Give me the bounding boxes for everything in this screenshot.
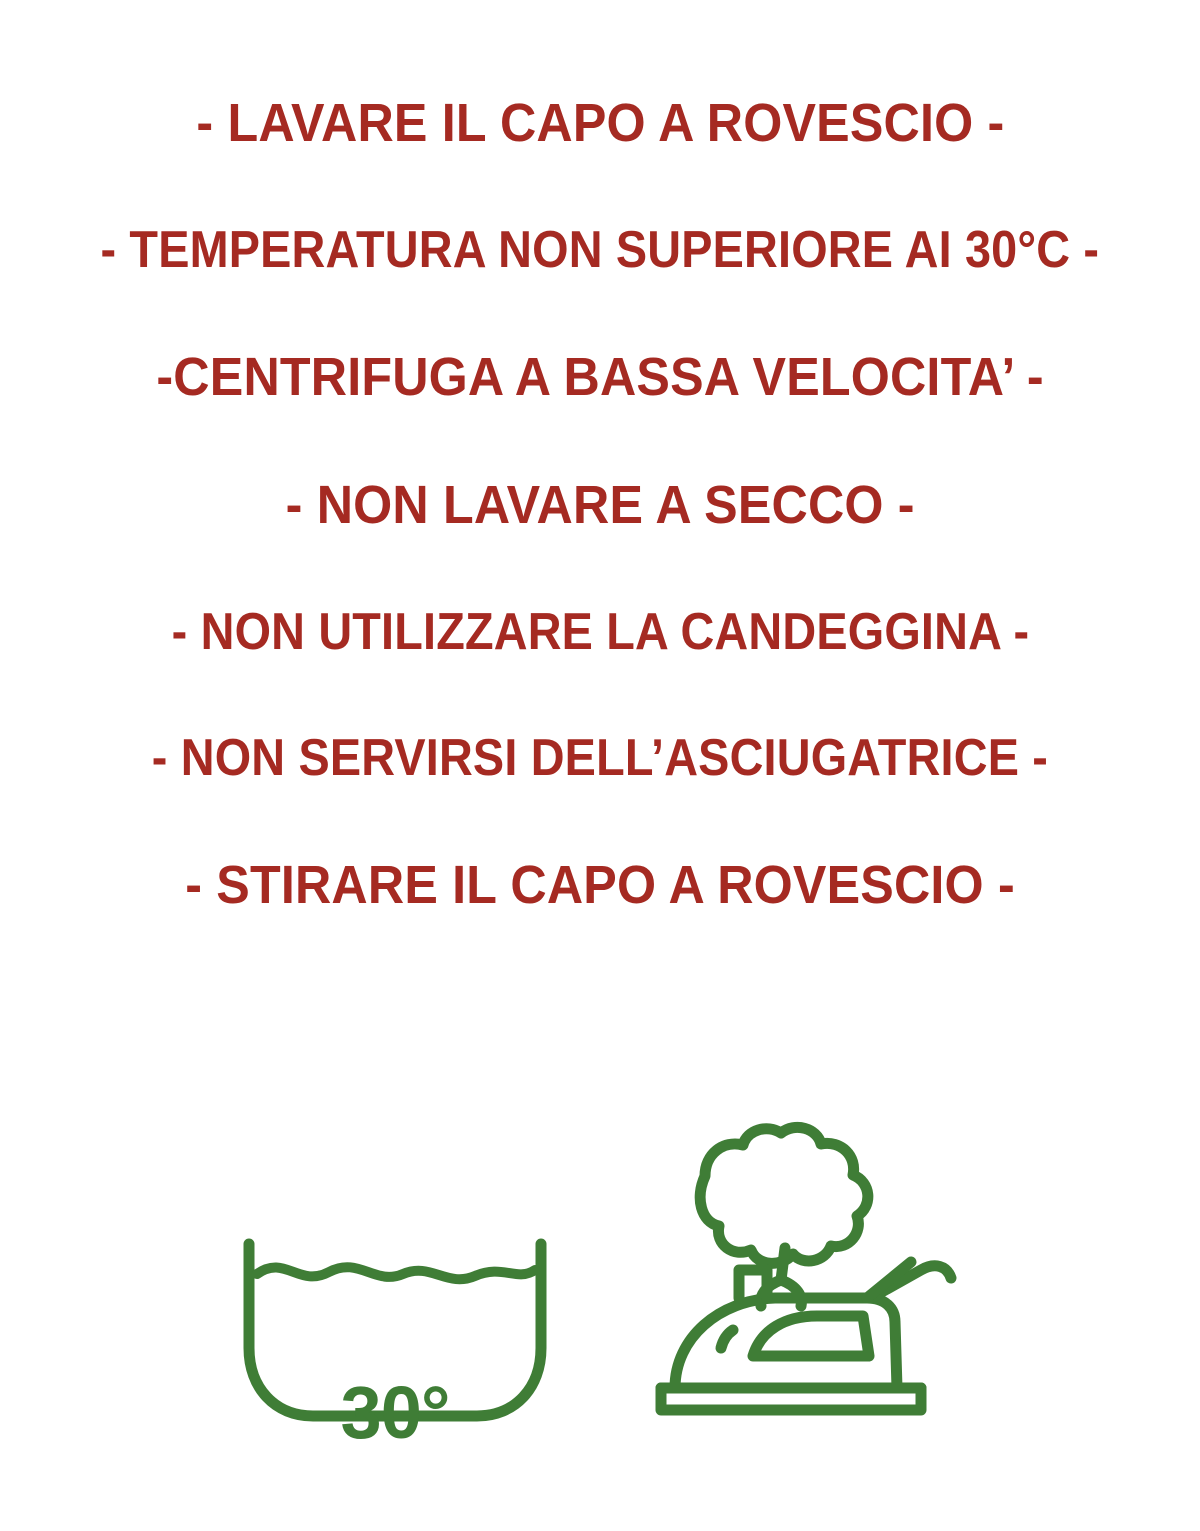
- care-symbol-row: [0, 1090, 1200, 1454]
- care-instruction-line: - NON SERVIRSI DELL’ASCIUGATRICE -: [151, 729, 1049, 787]
- iron-symbol: [635, 1120, 965, 1430]
- wash-temperature-label: 30°: [340, 1371, 450, 1454]
- care-instruction-line: - NON LAVARE A SECCO -: [285, 475, 915, 535]
- iron-steam-icon: [635, 1120, 965, 1430]
- care-instruction-line: - TEMPERATURA NON SUPERIORE AI 30°C -: [100, 221, 1100, 279]
- care-instruction-line: -CENTRIFUGA A BASSA VELOCITA’ -: [156, 347, 1044, 407]
- care-instruction-line: - LAVARE IL CAPO A ROVESCIO -: [195, 93, 1005, 153]
- care-instruction-line: - NON UTILIZZARE LA CANDEGGINA -: [171, 603, 1029, 661]
- wash-symbol: [235, 1230, 555, 1454]
- care-instruction-list: [0, 93, 1200, 986]
- wash-30-icon: [235, 1230, 555, 1430]
- care-instruction-line: - STIRARE IL CAPO A ROVESCIO -: [185, 855, 1015, 915]
